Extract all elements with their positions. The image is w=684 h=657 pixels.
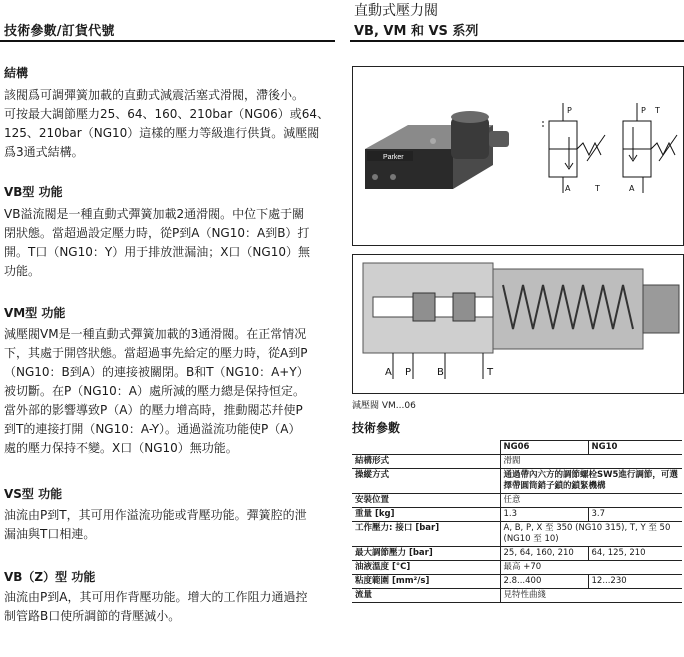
svg-text:P: P <box>567 106 572 115</box>
vm-heading: VM型 功能 <box>4 306 66 320</box>
structure-text: 該閥爲可調彈簧加載的直動式減震活塞式滑閥，滯後小。 可按最大調節壓力25、64、160、210bar（NG06）或64、 125、210bar（NG10）這樣的壓力等級進行供貨。減壓閥 爲3通式結構。 <box>4 88 330 159</box>
vb-heading: VB型 功能 <box>4 185 63 199</box>
svg-text:A: A <box>629 184 635 193</box>
svg-text:P: P <box>641 106 646 115</box>
hydraulic-symbol-vm <box>623 103 677 193</box>
page-title: 技術參數/訂貨代號 <box>4 24 115 39</box>
specs-table <box>352 440 682 603</box>
table-row: 油液溫度 [°C] 最高 +70 <box>352 561 682 575</box>
table-row: 操縱方式 通過帶內六方的調節螺栓SW5進行調節，可選擇帶圓筒銷子鎖的鎖緊機構 <box>352 469 682 494</box>
figure-caption: 減壓閥 VM...06 <box>352 401 416 411</box>
svg-text:B: B <box>437 367 444 378</box>
svg-text:P: P <box>405 367 412 378</box>
vm-text: 減壓閥VM是一種直動式彈簧加載的3通滑閥。在正常情况 下，其處于開啓狀態。當超過事先給定的壓力時，從A到P （NG10：B到A）的連接被關閉。B和T（NG10：A+Y） 被切斷。在P（NG10：A）處所減的壓力總是保持恒定。 當外部的影響導致P（A）的壓力增高時，推動閥芯幷使P 到T的連接打開（NG10：A-Y）。通過溢流功能使P（A） 處的壓力保持不變。X口（NG10）無功能。 <box>4 327 309 455</box>
header-rule-right <box>350 40 684 42</box>
table-row: 安裝位置 任意 <box>352 494 682 508</box>
table-row: 最大調節壓力 [bar] 25, 64, 160, 210 64, 125, 210 <box>352 547 682 561</box>
svg-text:A: A <box>565 184 571 193</box>
header-rule-left <box>0 40 335 42</box>
sectional-drawing-panel <box>352 254 684 394</box>
series-title: 直動式壓力閥 <box>354 3 438 19</box>
vz-text: 油流由P到A，其可用作背壓功能。增大的工作阻力通過控 制管路B口使所調節的背壓減小。 <box>4 590 308 623</box>
brand-label: Parker <box>383 154 404 161</box>
valve-product-photo <box>365 111 509 189</box>
table-header-row: NG06 NG10 <box>352 441 682 455</box>
table-row: 重量 [kg] 1.3 3.7 <box>352 508 682 522</box>
valve-photo-and-symbols <box>353 67 683 245</box>
table-row: 流量 見特性曲綫 <box>352 589 682 603</box>
svg-text:T: T <box>595 184 600 193</box>
vz-heading: VB（Z）型 功能 <box>4 570 96 584</box>
series-subtitle: VB, VM 和 VS 系列 <box>354 24 479 39</box>
vs-heading: VS型 功能 <box>4 487 63 501</box>
vb-text: VB溢流閥是一種直動式彈簧加載2通滑閥。中位下處于關 閉狀態。當超過設定壓力時，從P到A（NG10：A到B）打 開。T口（NG10：Y）用于排放泄漏油；X口（NG10）無 功能。 <box>4 207 310 278</box>
specs-heading: 技術參數 <box>352 421 401 435</box>
hydraulic-symbol-vb <box>543 103 605 193</box>
vs-text: 油流由P到T，其可用作溢流功能或背壓功能。彈簧腔的泄 漏油與T口相連。 <box>4 508 307 541</box>
table-row: 結構形式 滑閥 <box>352 455 682 469</box>
valve-cross-section <box>353 255 683 393</box>
product-images-panel <box>352 66 684 246</box>
svg-text:A: A <box>385 367 392 378</box>
structure-heading: 結構 <box>4 66 29 80</box>
table-row: 工作壓力: 接口 [bar] A, B, P, X 至 350 (NG10 315), T, Y 至 50 (NG10 至 10) <box>352 522 682 547</box>
table-row: 粘度範圍 [mm²/s] 2.8...400 12...230 <box>352 575 682 589</box>
svg-text:T: T <box>487 367 494 378</box>
svg-text:T: T <box>655 106 660 115</box>
